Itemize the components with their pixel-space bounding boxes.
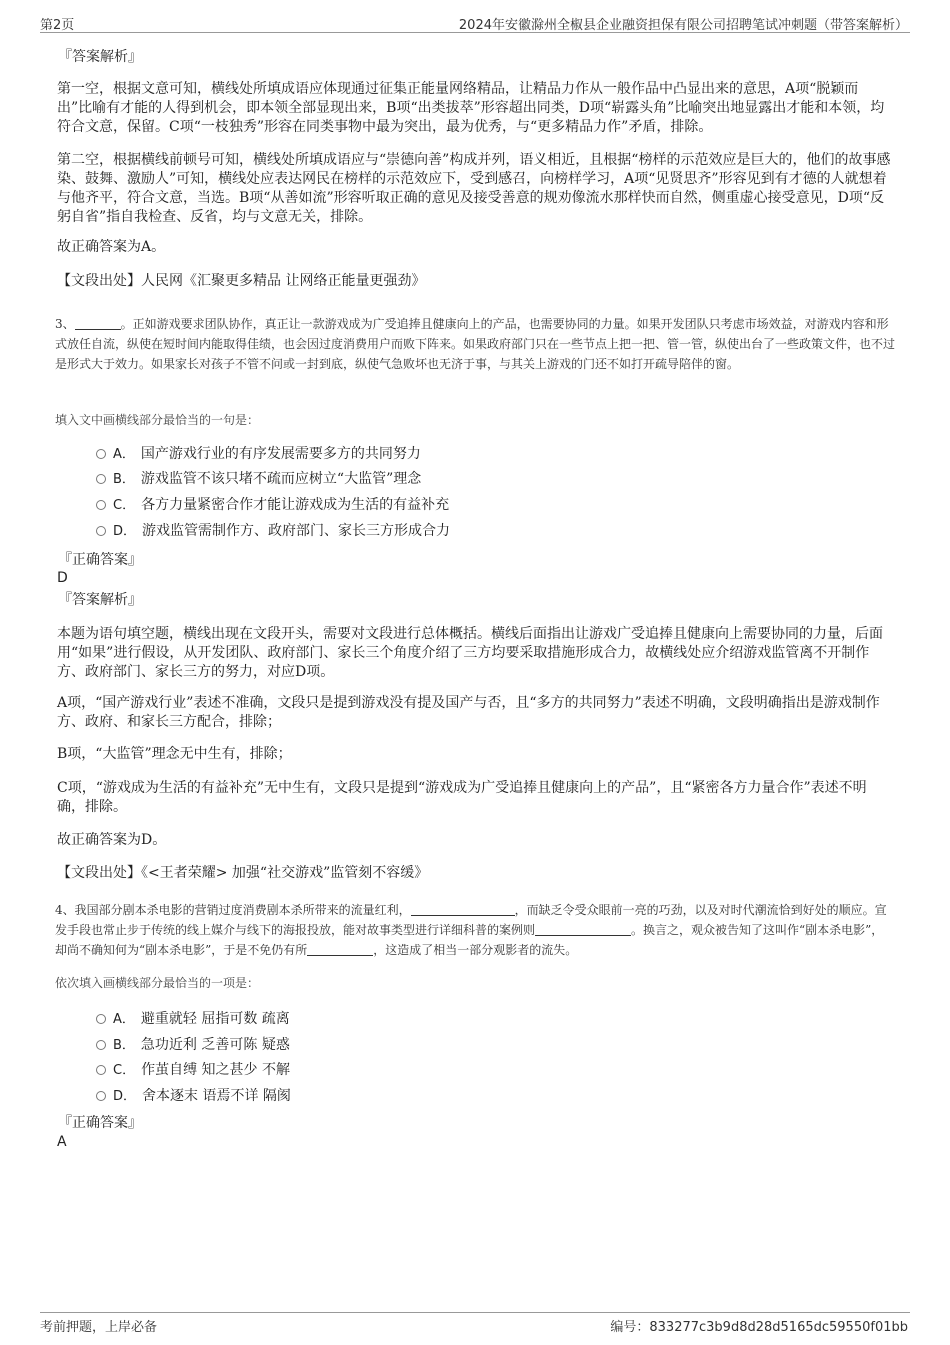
q4-option-c[interactable]: C． 作茧自缚 知之甚少 不解 (96, 1060, 290, 1081)
q3-stem (55, 314, 895, 374)
q4-blank-3 (307, 942, 373, 956)
footer-code: 编号：833277c3b9d8d28d5165dc59550f01bb (610, 1320, 908, 1335)
q3-option-c[interactable]: C． 各方力量紧密合作才能让游戏成为生活的有益补充 (96, 495, 449, 516)
q4-number: 4、 (55, 903, 75, 917)
radio-icon[interactable] (96, 1040, 106, 1050)
document-title: 2024年安徽滁州全椒县企业融资担保有限公司招聘笔试冲刺题（带答案解析） (458, 18, 908, 33)
page-header (40, 14, 910, 33)
q2-analysis-label: 『答案解析』 (58, 49, 142, 65)
q3-analysis-para-1: 本题为语句填空题，横线出现在文段开头，需要对文段进行总体概括。横线后面指出让游戏广受追捧且健康向上需要协同的力量，后面用“如果”进行假设，从开发团队、政府部门、家长三个角度介绍了三方均要采取措施形成合力，故横线处应介绍游戏监管离不开制作方、政府部门、家长三方的努力，对应D项。 (57, 626, 883, 680)
q3-stem-text: 。正如游戏要求团队协作，真正让一款游戏成为广受追捧且健康向上的产品，也需要协同的力量。如果开发团队只考虑市场效益，对游戏内容和形式放任自流，纵使在短时间内能取得佳绩，也会因过度消费用户而败下阵来。如果政府部门只在一些节点上把一把、管一管，纵使出台了一些政策文件，也不过是形式大于效力。如果家长对孩子不管不问或一封到底，纵使气急败坏也无济于事，与其关上游戏的门还不如打开疏导陪伴的窗。 (55, 317, 896, 371)
q2-analysis-para-2: 第二空，根据横线前顿号可知，横线处所填成语应与“崇德向善”构成并列，语义相近，且根据“榜样的示范效应是巨大的，他们的故事感染、鼓舞、激励人”可知，横线处应表达网民在榜样的示范效应下，受到感召，向榜样学习，A项“见贤思齐”形容见到有才德的人就想着与他齐平，符合文意，当选。B项“从善如流”形容听取正确的意见及接受善意的规劝像流水那样快而自然，侧重虚心接受意见，D项“反躬自省”指自我检查、反省，均与文意无关，排除。 (57, 152, 891, 225)
radio-icon[interactable] (96, 449, 106, 459)
q3-option-b[interactable]: B． 游戏监管不该只堵不疏而应树立“大监管”理念 (96, 469, 421, 490)
radio-icon[interactable] (96, 1014, 106, 1024)
q4-option-d[interactable]: D． 舍本逐末 语焉不详 隔阂 (96, 1086, 291, 1107)
q3-source: 【文段出处】《<王者荣耀> 加强“社交游戏”监管刻不容缓》 (57, 865, 429, 881)
q3-analysis-para-2: A项，“国产游戏行业”表述不准确，文段只是提到游戏没有提及国产与否，且“多方的共同努力”表述不明确，文段明确指出是游戏制作方、政府、和家长三方配合，排除； (57, 695, 880, 730)
footer-slogan: 考前押题，上岸必备 (40, 1320, 158, 1335)
q3-answer: D (57, 570, 68, 586)
page-number: 第2页 (40, 18, 75, 33)
q3-number: 3、 (55, 317, 75, 331)
q3-analysis-para-4: C项，“游戏成为生活的有益补充”无中生有，文段只是提到“游戏成为广受追捧且健康向上的产品”，且“紧密各方力量合作”表述不明确，排除。 (57, 780, 867, 815)
q4-prompt: 依次填入画横线部分最恰当的一项是： (55, 976, 260, 990)
radio-icon[interactable] (96, 1091, 106, 1101)
q3-analysis-label: 『答案解析』 (58, 592, 142, 608)
q3-conclusion: 故正确答案为D。 (57, 832, 167, 848)
q4-stem: 4、我国部分剧本杀电影的营销过度消费剧本杀所带来的流量红利， ，而缺乏令受众眼前一亮的巧劲，以及对时代潮流恰到好处的顺应。宣发手段也常止步于传统的线上媒介与线下的海报投放，能对故事类型进行详细科普的案例则 。换言之，观众被告知了这叫作“剧本杀电影”，却尚不确知何为“剧本杀电影”，于是不免仍有所 ，这造成了相当一部分观影者的流失。 (55, 903, 887, 957)
radio-icon[interactable] (96, 1065, 106, 1075)
q2-source: 【文段出处】人民网《汇聚更多精品 让网络正能量更强劲》 (57, 273, 426, 289)
q4-blank-2 (535, 922, 631, 936)
q4-answer-label: 『正确答案』 (58, 1115, 142, 1131)
q2-analysis-para-1: 第一空，根据文意可知，横线处所填成语应体现通过征集正能量网络精品，让精品力作从一般作品中凸显出来的意思，A项“脱颖而出”比喻有才能的人得到机会，即本领全部显现出来，B项“出类拔萃”形容超出同类，D项“崭露头角”比喻突出地显露出才能和本领，均符合文意，保留。C项“一枝独秀”形容在同类事物中最为突出，最为优秀，与“更多精品力作”矛盾，排除。 (57, 81, 885, 135)
q4-blank-1 (411, 902, 515, 916)
radio-icon[interactable] (96, 474, 106, 484)
radio-icon[interactable] (96, 526, 106, 536)
q3-option-d[interactable]: D． 游戏监管需制作方、政府部门、家长三方形成合力 (96, 521, 450, 542)
radio-icon[interactable] (96, 500, 106, 510)
q3-option-a[interactable]: A． 国产游戏行业的有序发展需要多方的共同努力 (96, 444, 421, 465)
page-footer (40, 1312, 910, 1335)
q3-prompt: 填入文中画横线部分最恰当的一句是： (55, 413, 260, 427)
q3-blank (75, 316, 121, 330)
q3-answer-label: 『正确答案』 (58, 552, 142, 568)
q4-option-a[interactable]: A． 避重就轻 屈指可数 疏离 (96, 1009, 290, 1030)
q4-answer: A (57, 1134, 67, 1150)
q3-analysis-para-3: B项，“大监管”理念无中生有，排除； (57, 746, 292, 762)
q4-option-b[interactable]: B． 急功近利 乏善可陈 疑惑 (96, 1035, 290, 1056)
q2-conclusion: 故正确答案为A。 (57, 239, 166, 255)
